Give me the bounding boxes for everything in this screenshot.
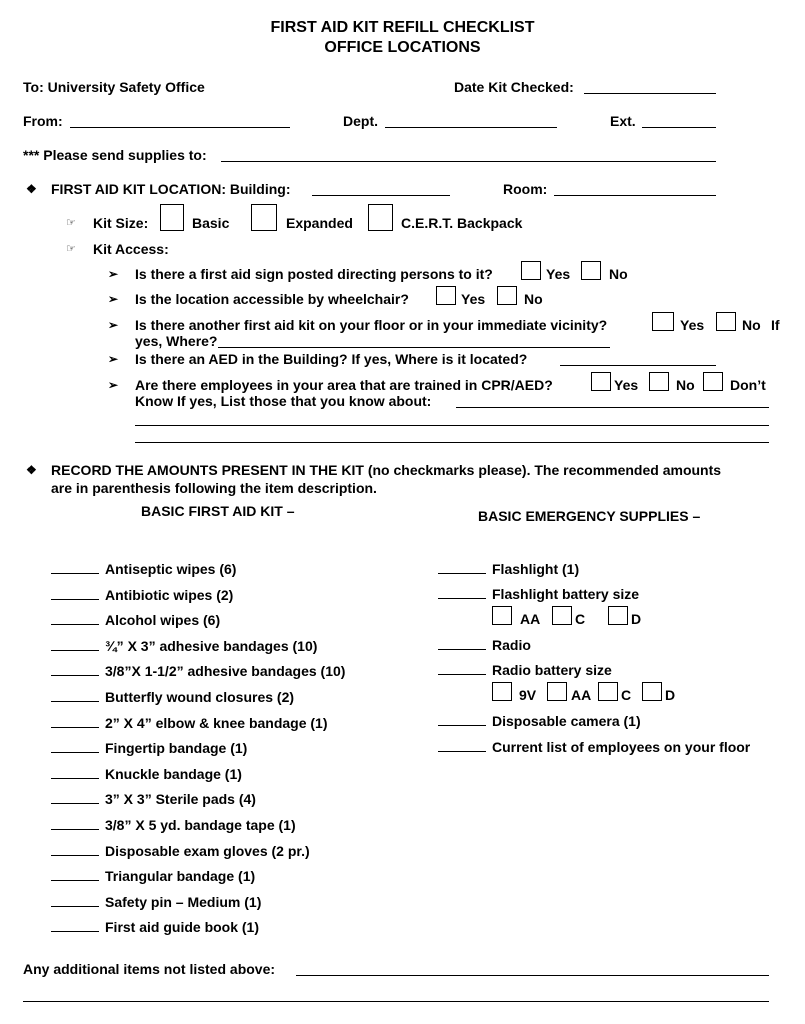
q5-list-field-3[interactable] bbox=[135, 442, 769, 443]
emergency-supplies-title: BASIC EMERGENCY SUPPLIES – bbox=[478, 508, 701, 524]
send-supplies-label: *** Please send supplies to: bbox=[23, 147, 207, 163]
basic-item-row bbox=[51, 587, 233, 603]
basic-item-row bbox=[51, 740, 247, 756]
flashlight-battery-field[interactable] bbox=[438, 586, 486, 599]
q2-text: Is the location accessible by wheelchair? bbox=[135, 291, 409, 307]
basic-item-row bbox=[51, 817, 296, 833]
flashlight-amount-field[interactable] bbox=[438, 561, 486, 574]
hand-pointer-icon: ☞ bbox=[66, 243, 76, 255]
q5-dont-label: Don’t bbox=[730, 377, 766, 393]
additional-items-field-1[interactable] bbox=[296, 975, 769, 976]
rb-c-checkbox[interactable] bbox=[598, 682, 618, 701]
q2-yes-checkbox[interactable] bbox=[436, 286, 456, 305]
arrow-bullet-icon: ➢ bbox=[108, 352, 119, 366]
employees-list-label: Current list of employees on your floor bbox=[492, 739, 751, 755]
basic-item-row bbox=[51, 638, 317, 654]
q3-if-text: If bbox=[771, 317, 780, 333]
q1-yes-label: Yes bbox=[546, 266, 571, 282]
rb-9v-label: 9V bbox=[519, 687, 537, 703]
basic-item-row bbox=[51, 561, 236, 577]
basic-item-label: Alcohol wipes (6) bbox=[105, 612, 221, 629]
camera-row bbox=[438, 713, 641, 729]
basic-item-amount-field[interactable] bbox=[51, 638, 99, 651]
q3-no-label: No bbox=[742, 317, 761, 333]
basic-item-amount-field[interactable] bbox=[51, 894, 99, 907]
rb-d-checkbox[interactable] bbox=[642, 682, 662, 701]
q3-where-field[interactable] bbox=[218, 347, 610, 348]
record-heading: RECORD THE AMOUNTS PRESENT IN THE KIT (no checkmarks please). The recommended amounts bbox=[51, 462, 722, 478]
flashlight-label: Flashlight (1) bbox=[492, 561, 580, 577]
basic-item-label: Triangular bandage (1) bbox=[105, 868, 256, 885]
basic-item-row bbox=[51, 612, 220, 628]
basic-item-row bbox=[51, 868, 255, 884]
q2-no-checkbox[interactable] bbox=[497, 286, 517, 305]
arrow-bullet-icon: ➢ bbox=[108, 267, 119, 281]
basic-item-label: Antibiotic wipes (2) bbox=[105, 586, 234, 603]
arrow-bullet-icon: ➢ bbox=[108, 378, 119, 392]
basic-item-row bbox=[51, 715, 328, 731]
arrow-bullet-icon: ➢ bbox=[108, 292, 119, 306]
fb-d-label: D bbox=[631, 611, 642, 627]
fb-aa-label: AA bbox=[520, 611, 541, 627]
size-expanded-label: Expanded bbox=[286, 215, 353, 231]
diamond-bullet-icon: ❖ bbox=[26, 182, 37, 196]
rb-d-label: D bbox=[665, 687, 676, 703]
ext-label: Ext. bbox=[610, 113, 636, 129]
q5-list-label: Know If yes, List those that you know about: bbox=[135, 393, 432, 409]
kit-location-heading: FIRST AID KIT LOCATION: Building: bbox=[51, 181, 291, 197]
q3-yes-label: Yes bbox=[680, 317, 705, 333]
q1-no-checkbox[interactable] bbox=[581, 261, 601, 280]
page-subtitle: OFFICE LOCATIONS bbox=[324, 39, 481, 56]
q1-yes-checkbox[interactable] bbox=[521, 261, 541, 280]
room-label: Room: bbox=[503, 181, 548, 197]
q5-dont-know-checkbox[interactable] bbox=[703, 372, 723, 391]
q5-no-label: No bbox=[676, 377, 695, 393]
basic-item-amount-field[interactable] bbox=[51, 561, 99, 574]
room-field[interactable] bbox=[554, 195, 716, 196]
fb-c-checkbox[interactable] bbox=[552, 606, 572, 625]
basic-item-label: Antiseptic wipes (6) bbox=[105, 561, 237, 577]
size-basic-label: Basic bbox=[192, 215, 230, 231]
basic-item-row bbox=[51, 843, 310, 859]
diamond-bullet-icon: ❖ bbox=[26, 463, 37, 477]
radio-battery-field[interactable] bbox=[438, 662, 486, 675]
rb-aa-label: AA bbox=[571, 687, 592, 703]
q4-location-field[interactable] bbox=[560, 365, 716, 366]
q5-yes-label: Yes bbox=[614, 377, 639, 393]
basic-item-label: ¾” X 3” adhesive bandages (10) bbox=[105, 637, 318, 654]
fb-aa-checkbox[interactable] bbox=[492, 606, 512, 625]
page-title: FIRST AID KIT REFILL CHECKLIST bbox=[270, 19, 535, 36]
q4-text: Is there an AED in the Building? If yes, Where is it located? bbox=[135, 351, 528, 367]
q3-no-checkbox[interactable] bbox=[716, 312, 736, 331]
basic-item-row bbox=[51, 766, 242, 782]
basic-item-amount-field[interactable] bbox=[51, 663, 99, 676]
additional-items-field-2[interactable] bbox=[23, 1001, 769, 1002]
basic-item-amount-field[interactable] bbox=[51, 817, 99, 830]
basic-item-label: 2” X 4” elbow & knee bandage (1) bbox=[105, 714, 328, 731]
basic-item-row bbox=[51, 894, 261, 910]
flashlight-row bbox=[438, 561, 579, 577]
basic-item-label: Knuckle bandage (1) bbox=[105, 765, 242, 782]
kit-size-label: Kit Size: bbox=[93, 215, 149, 231]
basic-kit-title: BASIC FIRST AID KIT – bbox=[141, 503, 295, 519]
basic-item-row bbox=[51, 663, 345, 679]
date-checked-field[interactable] bbox=[584, 93, 716, 94]
q3-yes-checkbox[interactable] bbox=[652, 312, 674, 331]
basic-item-amount-field[interactable] bbox=[51, 843, 99, 856]
ext-field[interactable] bbox=[642, 127, 716, 128]
q5-no-checkbox[interactable] bbox=[649, 372, 669, 391]
basic-item-amount-field[interactable] bbox=[51, 689, 99, 702]
basic-item-label: Disposable exam gloves (2 pr.) bbox=[105, 842, 310, 859]
fb-d-checkbox[interactable] bbox=[608, 606, 628, 625]
size-basic-checkbox[interactable] bbox=[160, 204, 184, 231]
basic-item-label: Butterfly wound closures (2) bbox=[105, 689, 295, 705]
dept-field[interactable] bbox=[385, 127, 557, 128]
q2-no-label: No bbox=[524, 291, 543, 307]
basic-item-amount-field[interactable] bbox=[51, 715, 99, 728]
basic-item-amount-field[interactable] bbox=[51, 612, 99, 625]
rb-9v-checkbox[interactable] bbox=[492, 682, 512, 701]
arrow-bullet-icon: ➢ bbox=[108, 318, 119, 332]
rb-c-label: C bbox=[621, 687, 632, 703]
q5-yes-checkbox[interactable] bbox=[591, 372, 611, 391]
from-label: From: bbox=[23, 113, 63, 129]
employees-list-row bbox=[438, 739, 750, 755]
radio-battery-label: Radio battery size bbox=[492, 662, 612, 678]
basic-item-label: 3” X 3” Sterile pads (4) bbox=[105, 791, 256, 808]
building-field[interactable] bbox=[312, 195, 450, 196]
radio-amount-field[interactable] bbox=[438, 637, 486, 650]
q1-no-label: No bbox=[609, 266, 628, 282]
q3-where-label: yes, Where? bbox=[135, 333, 218, 349]
basic-item-amount-field[interactable] bbox=[51, 919, 99, 932]
basic-item-amount-field[interactable] bbox=[51, 791, 99, 804]
size-expanded-checkbox[interactable] bbox=[251, 204, 277, 231]
camera-label: Disposable camera (1) bbox=[492, 713, 641, 729]
basic-item-row bbox=[51, 791, 256, 807]
record-heading-cont: are in parenthesis following the item description. bbox=[51, 480, 377, 496]
fb-c-label: C bbox=[575, 611, 586, 627]
kit-access-label: Kit Access: bbox=[93, 241, 169, 257]
radio-battery-row bbox=[438, 662, 612, 678]
send-supplies-field[interactable] bbox=[221, 161, 716, 162]
basic-item-amount-field[interactable] bbox=[51, 868, 99, 881]
q3-text: Is there another first aid kit on your floor or in your immediate vicinity? bbox=[135, 317, 608, 333]
flashlight-battery-row bbox=[438, 586, 639, 602]
q1-text: Is there a first aid sign posted directing persons to it? bbox=[135, 266, 493, 282]
q5-list-field-2[interactable] bbox=[135, 425, 769, 426]
basic-item-label: 3/8” X 5 yd. bandage tape (1) bbox=[105, 817, 296, 833]
camera-amount-field[interactable] bbox=[438, 713, 486, 726]
basic-item-row bbox=[51, 919, 259, 935]
dept-label: Dept. bbox=[343, 113, 378, 129]
to-label: To: University Safety Office bbox=[23, 79, 205, 95]
q2-yes-label: Yes bbox=[461, 291, 486, 307]
basic-item-label: First aid guide book (1) bbox=[105, 919, 260, 936]
rb-aa-checkbox[interactable] bbox=[547, 682, 567, 701]
employees-list-amount-field[interactable] bbox=[438, 739, 486, 752]
radio-label: Radio bbox=[492, 637, 531, 653]
from-field[interactable] bbox=[70, 127, 290, 128]
size-cert-checkbox[interactable] bbox=[368, 204, 393, 231]
basic-item-row bbox=[51, 689, 294, 705]
basic-item-label: Fingertip bandage (1) bbox=[105, 740, 248, 757]
q5-list-field-1[interactable] bbox=[456, 407, 769, 408]
q5-text: Are there employees in your area that are trained in CPR/AED? bbox=[135, 377, 553, 393]
size-cert-label: C.E.R.T. Backpack bbox=[401, 215, 523, 231]
basic-item-amount-field[interactable] bbox=[51, 740, 99, 753]
radio-row bbox=[438, 637, 531, 653]
basic-item-amount-field[interactable] bbox=[51, 766, 99, 779]
flashlight-battery-label: Flashlight battery size bbox=[492, 586, 640, 602]
basic-item-label: Safety pin – Medium (1) bbox=[105, 893, 262, 910]
additional-items-label: Any additional items not listed above: bbox=[23, 961, 276, 977]
basic-item-label: 3/8”X 1-1/2” adhesive bandages (10) bbox=[105, 663, 346, 680]
basic-item-amount-field[interactable] bbox=[51, 587, 99, 600]
hand-pointer-icon: ☞ bbox=[66, 217, 76, 229]
date-checked-label: Date Kit Checked: bbox=[454, 79, 574, 95]
